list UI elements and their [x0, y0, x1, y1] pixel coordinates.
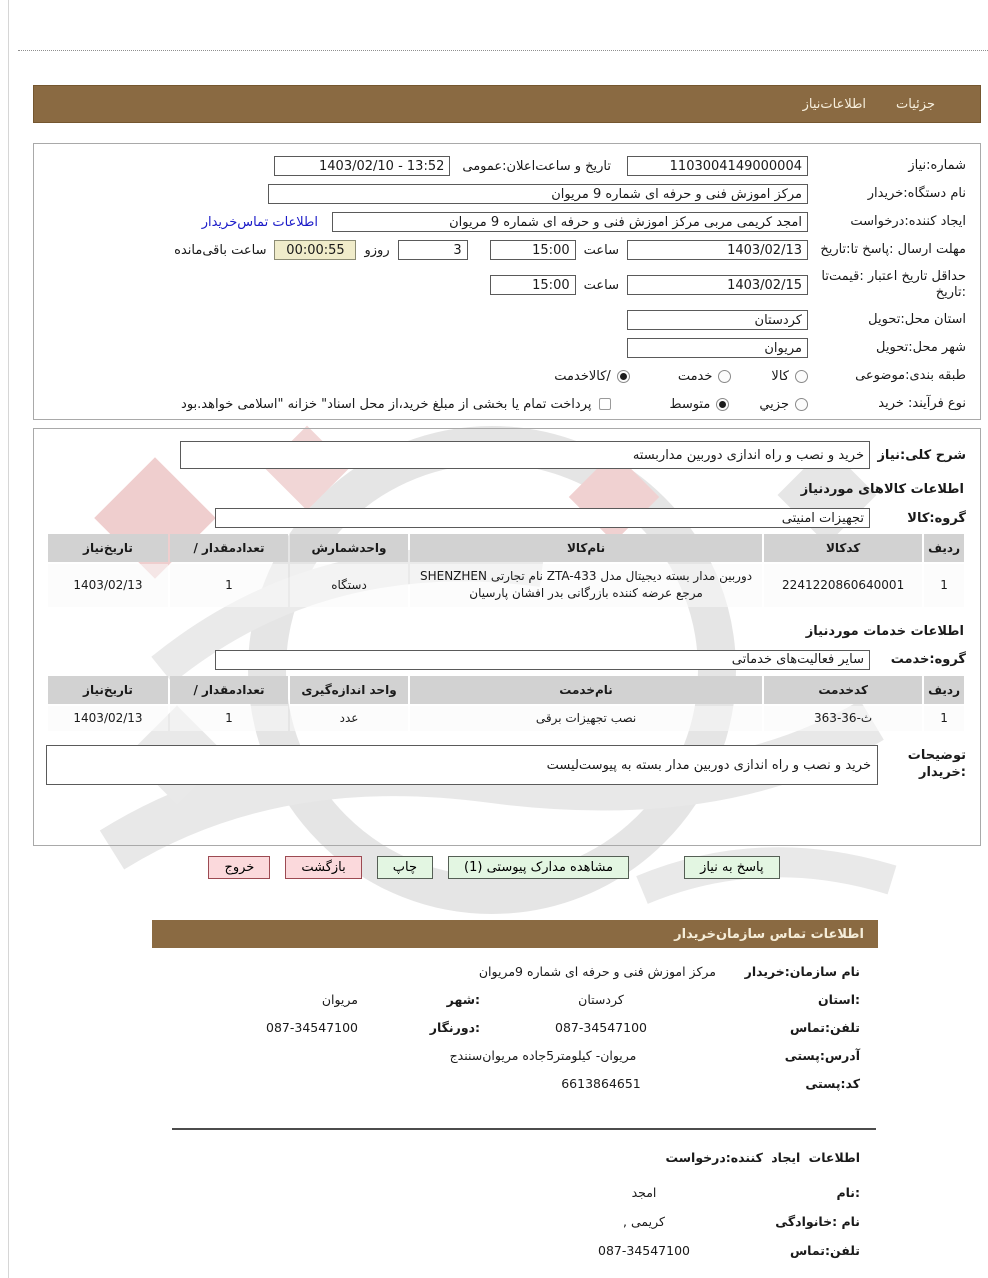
goods-group-row	[46, 508, 966, 528]
need-desc-label: شرح کلی:نیاز	[877, 447, 966, 463]
remaining-time-box: 00:00:55	[274, 240, 356, 260]
province-label: استان محل:تحویل	[868, 311, 966, 327]
need-info-panel	[33, 143, 981, 420]
deadline-time-field[interactable]: 15:00	[490, 240, 576, 260]
contact-fax-label: :دورنگار	[429, 1020, 480, 1035]
need-desc-row	[46, 441, 966, 469]
services-col-qty: / تعدادمقدار	[170, 676, 288, 704]
province-field[interactable]: کردستان	[627, 310, 808, 330]
services-cell-qty: 1	[170, 706, 288, 731]
validity-time-field[interactable]: 15:00	[490, 275, 576, 295]
contact-address-label: آدرس:پستی	[784, 1048, 860, 1063]
radio-service-icon[interactable]	[718, 370, 731, 383]
goods-col-date: تاریخ‌نیاز	[48, 534, 168, 562]
creator-family-value: کریمی ,	[623, 1214, 665, 1229]
treasury-option[interactable]	[181, 397, 611, 412]
notes-label-line1: توضیحات	[907, 748, 966, 764]
services-cell-code: ث-36-363	[764, 706, 922, 731]
services-cell-date: 1403/02/13	[48, 706, 168, 731]
print-button[interactable]: چاپ	[377, 856, 433, 879]
city-label: شهر محل:تحویل	[876, 339, 966, 355]
contact-phone-value: 087-34547100	[555, 1020, 647, 1035]
process-row	[44, 393, 966, 415]
services-cell-row: 1	[924, 706, 964, 731]
services-col-row: ردیف	[924, 676, 964, 704]
process-minor-label: جزیي	[759, 396, 789, 412]
buyer-contact-link[interactable]: اطلاعات تماس‌خریدار	[201, 214, 318, 230]
validity-date-field[interactable]: 1403/02/15	[627, 275, 808, 295]
back-button[interactable]: بازگشت	[285, 856, 361, 879]
process-medium-label: متوسط	[669, 396, 711, 412]
contact-city-value: مریوان	[321, 992, 358, 1007]
deadline-label: مهلت ارسال :پاسخ تا:تاریخ	[820, 241, 966, 257]
validity-hour-label: ساعت	[583, 277, 619, 293]
creator-family-label: نام :خانوادگی	[775, 1214, 860, 1229]
creator-row	[44, 211, 966, 233]
process-option-minor[interactable]	[759, 397, 808, 412]
services-section-heading: اطلاعات خدمات موردنیاز	[805, 623, 964, 639]
goods-cell-name: دوربین مدار بسته دیجیتال مدل ZTA-433 نام تجارتی SHENZHEN مرجع عرضه کننده بازرگانی بدر افشان پارسیان	[410, 564, 762, 607]
services-table	[46, 674, 966, 733]
contact-address-value: مریوان- کیلومتر5جاده مریوان‌سنندج	[449, 1048, 637, 1063]
tab-details[interactable]: جزئیات	[896, 96, 935, 112]
creator-field[interactable]: امجد کریمی مربی مرکز اموزش فنی و حرفه ای شماره 9 مریوان	[332, 212, 808, 232]
category-option-service[interactable]	[678, 369, 732, 384]
announce-label: تاریخ و ساعت‌اعلان:عمومی	[462, 158, 611, 174]
radio-medium-icon[interactable]	[716, 398, 729, 411]
validity-label	[808, 269, 966, 302]
need-number-row	[44, 155, 966, 177]
exit-button[interactable]: خروج	[208, 856, 270, 879]
validity-label-line1: حداقل تاریخ اعتبار :قیمت‌تا	[821, 268, 966, 284]
org-name-label: نام سازمان:خریدار	[744, 964, 860, 979]
goods-table	[46, 532, 966, 609]
buyer-notes-field[interactable]: خرید و نصب و راه اندازی دوربین مدار بسته به پیوست‌لیست	[46, 745, 878, 785]
services-col-name: نام‌خدمت	[410, 676, 762, 704]
buyer-org-field[interactable]: مرکز اموزش فنی و حرفه ای شماره 9 مریوان	[268, 184, 808, 204]
services-table-header-row	[48, 676, 964, 704]
contact-postal-label: کد:پستی	[805, 1076, 860, 1091]
days-label: روزو	[364, 242, 390, 258]
creator-phone-label: تلفن:تماس	[789, 1243, 860, 1258]
category-row	[44, 365, 966, 387]
province-row	[44, 309, 966, 331]
creator-grid	[500, 1185, 860, 1258]
top-dotted-divider	[18, 50, 988, 51]
treasury-checkbox-icon[interactable]	[599, 398, 611, 410]
buyer-contact-block	[128, 964, 860, 1091]
goods-section-heading: اطلاعات کالاهای موردنیاز	[800, 482, 964, 497]
need-desc-field[interactable]: خرید و نصب و راه اندازی دوربین مداربسته	[180, 441, 870, 469]
category-label: طبقه بندی:موضوعی	[855, 367, 966, 383]
buyer-org-label: نام دستگاه:خریدار	[867, 185, 966, 201]
buyer-contact-heading-bar: اطلاعات تماس سازمان‌خریدار	[152, 920, 878, 948]
category-goods-service-label: /کالاخدمت	[554, 368, 611, 384]
buyer-notes-row	[46, 745, 966, 785]
validity-row	[44, 267, 966, 303]
creator-heading: اطلاعات ایجاد کننده:درخواست	[665, 1150, 860, 1165]
goods-table-header-row	[48, 534, 964, 562]
category-goods-label: کالا	[771, 368, 789, 384]
treasury-label: پرداخت تمام یا بخشی از مبلغ خرید،از محل اسناد" خزانه "اسلامی خواهد.بود	[181, 396, 592, 412]
need-number-field[interactable]: 1103004149000004	[627, 156, 808, 176]
goods-table-row	[48, 564, 964, 607]
deadline-date-field[interactable]: 1403/02/13	[627, 240, 808, 260]
radio-goods-icon[interactable]	[795, 370, 808, 383]
service-group-field[interactable]: سایر فعالیت‌های خدماتی	[215, 650, 870, 670]
contact-province-value: کردستان	[578, 992, 624, 1007]
goods-cell-code: 2241220860640001	[764, 564, 922, 607]
notes-label-line2: :خریدار	[919, 765, 966, 781]
services-col-unit: واحد اندازه‌گیری	[290, 676, 408, 704]
process-label: نوع فرآیند: خرید	[878, 395, 966, 411]
need-number-label: شماره:نیاز	[908, 157, 966, 173]
services-col-code: کدخدمت	[764, 676, 922, 704]
creator-phone-value: 087-34547100	[598, 1243, 690, 1258]
contact-postal-value: 6613864651	[561, 1076, 641, 1091]
goods-col-code: کدکالا	[764, 534, 922, 562]
service-group-row	[46, 650, 966, 670]
creator-name-value: امجد	[631, 1185, 657, 1200]
contact-fax-value: 087-34547100	[266, 1020, 358, 1035]
org-name-value: مرکز اموزش فنی و حرفه ای شماره 9مریوان	[478, 964, 716, 979]
request-creator-block	[500, 1150, 860, 1258]
tab-need-info[interactable]: اطلاعات‌نیاز	[802, 96, 867, 112]
radio-goods-service-icon[interactable]	[617, 370, 630, 383]
contact-city-label: :شهر	[446, 992, 480, 1007]
category-option-goods-service[interactable]	[554, 369, 630, 384]
service-group-label: گروه:خدمت	[890, 652, 966, 668]
services-cell-name: نصب تجهیزات برقی	[410, 706, 762, 731]
category-service-label: خدمت	[677, 368, 713, 384]
remaining-label: ساعت باقی‌مانده	[174, 242, 267, 258]
goods-cell-qty: 1	[170, 564, 288, 607]
goods-cell-date: 1403/02/13	[48, 564, 168, 607]
goods-cell-row: 1	[924, 564, 964, 607]
deadline-row	[44, 239, 966, 261]
left-border-line	[8, 0, 9, 1278]
view-attachments-button[interactable]: مشاهده مدارک پیوستی (1)	[448, 856, 629, 879]
services-table-row	[48, 706, 964, 731]
contact-phone-label: تلفن:تماس	[789, 1020, 860, 1035]
category-option-goods[interactable]	[771, 369, 808, 384]
goods-col-unit: واحدشمارش	[290, 534, 408, 562]
buyer-org-row	[44, 183, 966, 205]
goods-group-field[interactable]: تجهیزات امنیتی	[215, 508, 870, 528]
top-tab-bar	[33, 85, 981, 123]
creator-name-label: :نام	[836, 1185, 860, 1200]
radio-minor-icon[interactable]	[795, 398, 808, 411]
days-field[interactable]: 3	[398, 240, 468, 260]
city-row	[44, 337, 966, 359]
goods-col-name: نام‌کالا	[410, 534, 762, 562]
goods-col-row: ردیف	[924, 534, 964, 562]
action-buttons-row	[0, 856, 988, 879]
goods-group-label: گروه:کالا	[907, 510, 966, 526]
respond-button[interactable]: پاسخ به نیاز	[684, 856, 780, 879]
goods-cell-unit: دستگاه	[290, 564, 408, 607]
section-divider	[172, 1128, 876, 1130]
deadline-hour-label: ساعت	[583, 242, 619, 258]
creator-label: ایجاد کننده:درخواست	[850, 213, 966, 229]
validity-label-line2: :تاریخ	[935, 285, 966, 300]
contact-province-label: :استان	[817, 992, 860, 1007]
goods-col-qty: / تعدادمقدار	[170, 534, 288, 562]
announce-datetime-field[interactable]: 13:52 - 1403/02/10	[274, 156, 450, 176]
process-option-medium[interactable]	[669, 397, 729, 412]
need-detail-panel	[33, 428, 981, 846]
services-col-date: تاریخ‌نیاز	[48, 676, 168, 704]
city-field[interactable]: مریوان	[627, 338, 808, 358]
services-cell-unit: عدد	[290, 706, 408, 731]
buyer-notes-label	[878, 748, 966, 782]
